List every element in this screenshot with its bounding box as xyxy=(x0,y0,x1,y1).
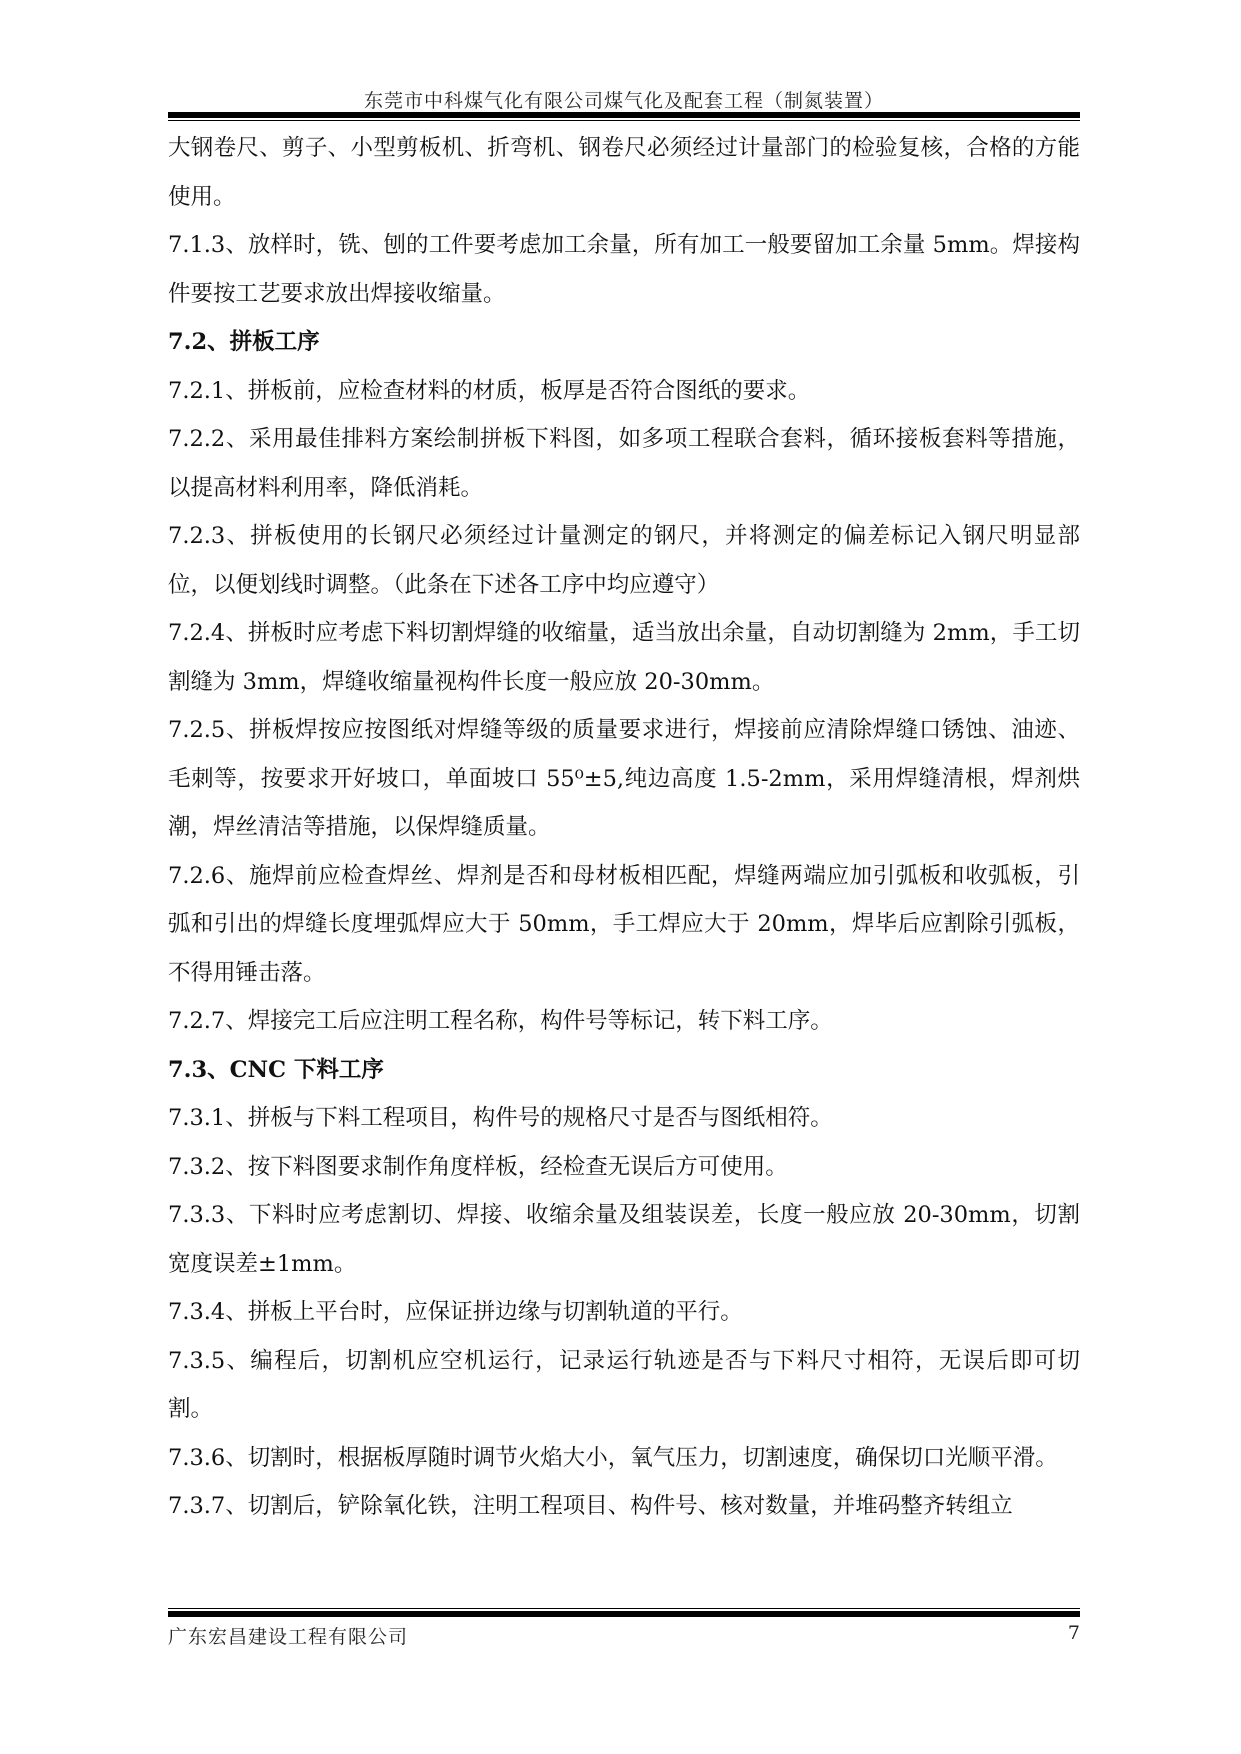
paragraph: 7.1.3、放样时，铣、刨的工件要考虑加工余量，所有加工一般要留加工余量 5mm。焊接构件要按工艺要求放出焊接收缩量。 xyxy=(168,232,1080,307)
paragraph: 7.3.6、切割时，根据板厚随时调节火焰大小，氧气压力，切割速度，确保切口光顺平滑。 xyxy=(168,1444,1058,1471)
paragraph: 7.2.4、拼板时应考虑下料切割焊缝的收缩量，适当放出余量，自动切割缝为 2mm，手工切割缝为 3mm，焊缝收缩量视构件长度一般应放 20-30mm。 xyxy=(168,620,1080,695)
header-rule xyxy=(168,112,1080,118)
section-heading: 7.3、CNC 下料工序 xyxy=(168,1056,384,1083)
header-rule-thin xyxy=(168,120,1080,121)
paragraph: 7.2.2、采用最佳排料方案绘制拼板下料图，如多项工程联合套料，循环接板套料等措施，以提高材料利用率，降低消耗。 xyxy=(168,426,1080,501)
paragraph: 大钢卷尺、剪子、小型剪板机、折弯机、钢卷尺必须经过计量部门的检验复核，合格的方能使用。 xyxy=(168,135,1080,210)
paragraph: 7.3.2、按下料图要求制作角度样板，经检查无误后方可使用。 xyxy=(168,1153,788,1180)
paragraph: 7.2.5、拼板焊按应按图纸对焊缝等级的质量要求进行，焊接前应清除焊缝口锈蚀、油迹、毛刺等，按要求开好坡口，单面坡口 55⁰±5,纯边高度 1.5-2mm，采用焊缝清根，焊剂烘潮，焊丝清洁等措施，以保焊缝质量。 xyxy=(168,717,1080,840)
paragraph: 7.3.4、拼板上平台时，应保证拼边缘与切割轨道的平行。 xyxy=(168,1299,743,1325)
section-heading: 7.2、拼板工序 xyxy=(168,329,320,355)
page-header-title: 东莞市中科煤气化有限公司煤气化及配套工程（制氮装置） xyxy=(363,90,884,112)
paragraph: 7.3.7、切割后，铲除氧化铁，注明工程项目、构件号、核对数量，并堆码整齐转组立 xyxy=(168,1493,1013,1519)
paragraph: 7.3.1、拼板与下料工程项目，构件号的规格尺寸是否与图纸相符。 xyxy=(168,1105,833,1131)
body-text xyxy=(168,124,1080,1531)
paragraph: 7.2.6、施焊前应检查焊丝、焊剂是否和母材板相匹配，焊缝两端应加引弧板和收弧板，引弧和引出的焊缝长度埋弧焊应大于 50mm，手工焊应大于 20mm，焊毕后应割除引弧板，不得用锤击落。 xyxy=(168,862,1080,986)
paragraph: 7.3.5、编程后，切割机应空机运行，记录运行轨迹是否与下料尺寸相符，无误后即可切割。 xyxy=(168,1347,1080,1422)
paragraph: 7.2.1、拼板前，应检查材料的材质，板厚是否符合图纸的要求。 xyxy=(168,377,811,404)
page-number: 7 xyxy=(1067,1622,1080,1644)
footer-company-name: 广东宏昌建设工程有限公司 xyxy=(168,1626,409,1648)
paragraph: 7.3.3、下料时应考虑割切、焊接、收缩余量及组装误差，长度一般应放 20-30mm，切割宽度误差±1mm。 xyxy=(168,1202,1080,1277)
footer-rule xyxy=(168,1611,1080,1617)
paragraph: 7.2.7、焊接完工后应注明工程名称，构件号等标记，转下料工序。 xyxy=(168,1008,833,1034)
paragraph: 7.2.3、拼板使用的长钢尺必须经过计量测定的钢尺，并将测定的偏差标记入钢尺明显部位，以便划线时调整。（此条在下述各工序中均应遵守） xyxy=(168,523,1080,598)
footer-rule-thin xyxy=(168,1608,1080,1609)
